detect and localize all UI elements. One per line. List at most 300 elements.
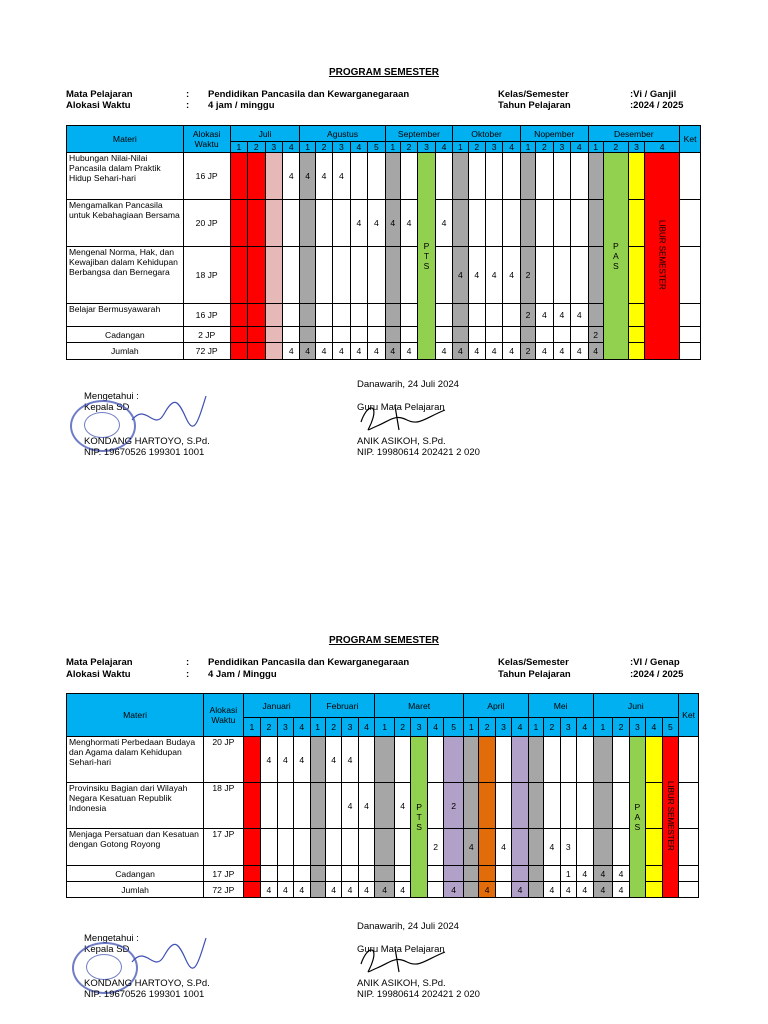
week-cell: 4 bbox=[342, 737, 358, 783]
mapel-label: Mata Pelajaran bbox=[66, 657, 133, 668]
month-header: Agustus bbox=[300, 126, 385, 142]
week-cell bbox=[427, 737, 443, 783]
week-cell: 4 bbox=[464, 829, 479, 866]
week-cell bbox=[435, 153, 453, 200]
week-cell bbox=[628, 153, 644, 200]
week-cell bbox=[427, 866, 443, 882]
week-cell: 4 bbox=[400, 343, 417, 360]
week-cell bbox=[385, 247, 400, 304]
week-cell bbox=[588, 247, 603, 304]
month-header: Nopember bbox=[520, 126, 588, 142]
week-cell bbox=[368, 247, 385, 304]
materi-cell: Menghormati Perbedaan Budaya dan Agama dalam Kehidupan Sehari-hari bbox=[67, 737, 204, 783]
week-cell bbox=[588, 200, 603, 247]
week-cell bbox=[261, 783, 277, 829]
week-cell bbox=[385, 153, 400, 200]
teacher-name: ANIK ASIKOH, S.Pd. bbox=[357, 978, 446, 989]
week-cell: 4 bbox=[261, 737, 277, 783]
mapel-label: Mata Pelajaran bbox=[66, 89, 133, 100]
week-cell: 4 bbox=[453, 247, 468, 304]
headmaster-signature bbox=[128, 392, 210, 440]
week-cell bbox=[230, 327, 247, 343]
week-cell bbox=[520, 327, 535, 343]
week-cell: 4 bbox=[315, 153, 332, 200]
week-cell: 4 bbox=[300, 343, 315, 360]
week-cell: 4 bbox=[485, 247, 502, 304]
week-cell bbox=[230, 200, 247, 247]
mapel-value: Pendidikan Pancasila dan Kewarganegaraan bbox=[208, 89, 410, 100]
week-cell bbox=[528, 829, 543, 866]
week-number: 2 bbox=[325, 718, 341, 737]
month-header: Mei bbox=[528, 694, 593, 718]
teacher-signature bbox=[355, 942, 451, 978]
week-number: 4 bbox=[435, 142, 453, 153]
week-cell bbox=[261, 866, 277, 882]
week-cell bbox=[453, 304, 468, 327]
week-cell bbox=[358, 866, 374, 882]
week-cell bbox=[315, 327, 332, 343]
week-cell bbox=[485, 327, 502, 343]
week-cell bbox=[282, 304, 299, 327]
teacher-nip: NIP. 19980614 202421 2 020 bbox=[357, 447, 480, 458]
week-number: 2 bbox=[544, 718, 560, 737]
week-cell: 4 bbox=[350, 343, 367, 360]
week-cell bbox=[577, 737, 594, 783]
week-cell bbox=[282, 327, 299, 343]
week-cell bbox=[277, 829, 293, 866]
materi-cell: Belajar Bermusyawarah bbox=[67, 304, 184, 327]
week-cell bbox=[375, 829, 395, 866]
week-cell: 4 bbox=[435, 343, 453, 360]
week-cell: 4 bbox=[400, 200, 417, 247]
week-cell bbox=[243, 829, 261, 866]
schedule-table-ganjil bbox=[66, 125, 701, 360]
week-cell bbox=[560, 783, 576, 829]
week-cell bbox=[243, 737, 261, 783]
headmaster-name: KONDANG HARTOYO, S.Pd. bbox=[84, 978, 210, 989]
header-ket: Ket bbox=[679, 694, 699, 737]
week-cell bbox=[613, 829, 629, 866]
week-number: 4 bbox=[358, 718, 374, 737]
ket-cell bbox=[679, 882, 699, 898]
cadangan-row bbox=[67, 866, 699, 882]
week-number: 4 bbox=[571, 142, 588, 153]
week-cell bbox=[512, 783, 528, 829]
week-number: 4 bbox=[427, 718, 443, 737]
week-cell bbox=[464, 882, 479, 898]
month-header: Desember bbox=[588, 126, 680, 142]
week-cell: 4 bbox=[325, 882, 341, 898]
week-cell: 4 bbox=[512, 882, 528, 898]
week-cell bbox=[435, 304, 453, 327]
week-number: 3 bbox=[342, 718, 358, 737]
headmaster-nip: NIP. 19670526 199301 1001 bbox=[84, 989, 205, 1000]
week-cell: 4 bbox=[435, 200, 453, 247]
week-cell bbox=[310, 783, 325, 829]
week-cell bbox=[342, 866, 358, 882]
week-number: 4 bbox=[512, 718, 528, 737]
week-cell bbox=[248, 200, 265, 247]
week-cell: 4 bbox=[342, 783, 358, 829]
materi-cell: Hubungan Nilai-Nilai Pancasila dalam Praktik Hidup Sehari-hari bbox=[67, 153, 184, 200]
libur-label: LIBUR SEMESTER bbox=[665, 781, 675, 851]
week-cell bbox=[468, 327, 485, 343]
week-number: 1 bbox=[375, 718, 395, 737]
header-alokasi: Alokasi Waktu bbox=[204, 694, 243, 737]
pas-label: P A S bbox=[634, 802, 641, 832]
week-cell bbox=[385, 327, 400, 343]
week-cell bbox=[468, 304, 485, 327]
week-cell bbox=[261, 829, 277, 866]
week-cell bbox=[495, 783, 511, 829]
month-header: Februari bbox=[310, 694, 375, 718]
week-cell bbox=[577, 783, 594, 829]
week-cell bbox=[571, 327, 588, 343]
cadangan-label: Cadangan bbox=[67, 327, 184, 343]
alokasi-value: 4 jam / minggu bbox=[208, 100, 275, 111]
week-number: 4 bbox=[646, 718, 662, 737]
week-cell bbox=[394, 866, 410, 882]
week-number: 1 bbox=[593, 718, 613, 737]
week-cell bbox=[358, 737, 374, 783]
mapel-value: Pendidikan Pancasila dan Kewarganegaraan bbox=[208, 657, 410, 668]
alokasi-cell: 16 JP bbox=[183, 153, 230, 200]
pts-label: P T S bbox=[423, 241, 430, 271]
week-cell bbox=[444, 737, 464, 783]
week-cell: 4 bbox=[560, 882, 576, 898]
week-cell bbox=[300, 200, 315, 247]
week-cell bbox=[265, 153, 282, 200]
week-cell: 4 bbox=[536, 343, 553, 360]
week-cell: 4 bbox=[294, 737, 310, 783]
week-cell bbox=[468, 200, 485, 247]
week-cell bbox=[553, 327, 570, 343]
week-cell bbox=[495, 737, 511, 783]
week-cell bbox=[243, 882, 261, 898]
ket-cell bbox=[680, 327, 701, 343]
week-cell bbox=[495, 866, 511, 882]
week-cell bbox=[453, 327, 468, 343]
week-cell bbox=[544, 866, 560, 882]
place-date: Danawarih, 24 Juli 2024 bbox=[357, 379, 459, 390]
week-cell bbox=[485, 200, 502, 247]
week-number: 3 bbox=[411, 718, 427, 737]
week-number: 3 bbox=[265, 142, 282, 153]
week-cell: 4 bbox=[503, 343, 520, 360]
headmaster-signature bbox=[128, 934, 210, 982]
week-cell bbox=[265, 327, 282, 343]
week-cell bbox=[464, 737, 479, 783]
week-cell: 4 bbox=[350, 200, 367, 247]
week-cell bbox=[315, 200, 332, 247]
week-cell bbox=[375, 737, 395, 783]
pas-column bbox=[603, 153, 628, 360]
week-cell bbox=[577, 829, 594, 866]
week-number: 1 bbox=[453, 142, 468, 153]
week-cell bbox=[495, 882, 511, 898]
week-number: 2 bbox=[603, 142, 628, 153]
week-cell bbox=[512, 829, 528, 866]
week-cell bbox=[300, 327, 315, 343]
week-cell: 2 bbox=[520, 247, 535, 304]
week-cell: 4 bbox=[333, 343, 350, 360]
place-date: Danawarih, 24 Juli 2024 bbox=[357, 921, 459, 932]
week-number: 2 bbox=[315, 142, 332, 153]
alokasi-label: Alokasi Waktu bbox=[66, 669, 131, 680]
week-cell bbox=[512, 866, 528, 882]
week-cell bbox=[333, 327, 350, 343]
table-row bbox=[67, 153, 701, 200]
jumlah-label: Jumlah bbox=[67, 882, 204, 898]
week-number: 2 bbox=[536, 142, 553, 153]
week-cell bbox=[571, 247, 588, 304]
week-cell bbox=[375, 866, 395, 882]
week-cell: 4 bbox=[468, 343, 485, 360]
week-cell: 4 bbox=[444, 882, 464, 898]
week-number: 1 bbox=[464, 718, 479, 737]
week-cell bbox=[230, 304, 247, 327]
week-cell bbox=[435, 247, 453, 304]
week-cell bbox=[444, 829, 464, 866]
teacher-name: ANIK ASIKOH, S.Pd. bbox=[357, 436, 446, 447]
ket-cell bbox=[680, 304, 701, 327]
week-cell bbox=[485, 153, 502, 200]
kepala-sd-label: Kepala SD bbox=[84, 944, 130, 955]
alokasi-cell: 2 JP bbox=[183, 327, 230, 343]
week-cell: 2 bbox=[588, 327, 603, 343]
week-cell bbox=[350, 304, 367, 327]
week-cell bbox=[400, 247, 417, 304]
week-cell bbox=[342, 829, 358, 866]
alokasi-cell: 72 JP bbox=[183, 343, 230, 360]
week-cell: 4 bbox=[358, 882, 374, 898]
month-header: Juni bbox=[593, 694, 679, 718]
week-cell bbox=[385, 304, 400, 327]
kelas-label: Kelas/Semester bbox=[498, 89, 569, 100]
week-cell bbox=[453, 200, 468, 247]
week-cell bbox=[435, 327, 453, 343]
libur-column bbox=[662, 737, 679, 898]
week-cell bbox=[628, 343, 644, 360]
headmaster-nip: NIP. 19670526 199301 1001 bbox=[84, 447, 205, 458]
week-cell: 4 bbox=[277, 737, 293, 783]
week-cell bbox=[248, 327, 265, 343]
month-header: Juli bbox=[230, 126, 300, 142]
week-cell bbox=[544, 737, 560, 783]
week-cell bbox=[350, 327, 367, 343]
week-cell bbox=[315, 247, 332, 304]
week-number: 3 bbox=[495, 718, 511, 737]
week-cell bbox=[588, 153, 603, 200]
week-cell bbox=[230, 343, 247, 360]
ket-cell bbox=[679, 737, 699, 783]
libur-label: LIBUR SEMESTER bbox=[657, 220, 667, 290]
tahun-label: Tahun Pelajaran bbox=[498, 100, 571, 111]
week-cell bbox=[646, 866, 662, 882]
mengetahui-label: Mengetahui : bbox=[84, 933, 139, 944]
week-cell bbox=[394, 829, 410, 866]
header-materi: Materi bbox=[67, 694, 204, 737]
week-cell bbox=[553, 247, 570, 304]
month-header: September bbox=[385, 126, 453, 142]
week-cell bbox=[512, 737, 528, 783]
week-cell: 4 bbox=[479, 882, 495, 898]
schedule-table-genap bbox=[66, 693, 699, 898]
week-cell bbox=[248, 343, 265, 360]
week-cell bbox=[464, 783, 479, 829]
jumlah-row bbox=[67, 882, 699, 898]
alokasi-cell: 18 JP bbox=[204, 783, 243, 829]
week-cell bbox=[265, 247, 282, 304]
week-cell bbox=[520, 153, 535, 200]
week-cell bbox=[485, 304, 502, 327]
kelas-value: :VI / Genap bbox=[630, 657, 680, 668]
week-cell: 4 bbox=[358, 783, 374, 829]
week-number: 3 bbox=[628, 142, 644, 153]
week-cell bbox=[350, 153, 367, 200]
teacher-role: Guru Mata Pelajaran bbox=[357, 944, 445, 955]
week-cell bbox=[400, 327, 417, 343]
week-cell: 4 bbox=[485, 343, 502, 360]
week-cell: 4 bbox=[553, 304, 570, 327]
libur-column bbox=[645, 153, 680, 360]
week-cell bbox=[464, 866, 479, 882]
week-cell bbox=[248, 247, 265, 304]
week-number: 2 bbox=[479, 718, 495, 737]
week-number: 4 bbox=[282, 142, 299, 153]
week-cell: 4 bbox=[536, 304, 553, 327]
pts-column bbox=[418, 153, 435, 360]
materi-cell: Menjaga Persatuan dan Kesatuan dengan Gotong Royong bbox=[67, 829, 204, 866]
week-number: 3 bbox=[553, 142, 570, 153]
week-cell bbox=[613, 737, 629, 783]
week-number: 3 bbox=[485, 142, 502, 153]
pts-label: P T S bbox=[416, 802, 422, 832]
week-cell bbox=[294, 829, 310, 866]
week-cell: 4 bbox=[261, 882, 277, 898]
week-cell: 4 bbox=[613, 866, 629, 882]
week-cell bbox=[325, 829, 341, 866]
week-cell bbox=[265, 343, 282, 360]
week-number: 1 bbox=[300, 142, 315, 153]
week-cell bbox=[628, 327, 644, 343]
week-cell bbox=[553, 200, 570, 247]
week-cell bbox=[350, 247, 367, 304]
week-cell bbox=[453, 153, 468, 200]
week-cell bbox=[282, 200, 299, 247]
week-cell bbox=[444, 866, 464, 882]
week-cell bbox=[310, 737, 325, 783]
header-ket: Ket bbox=[680, 126, 701, 153]
week-cell: 4 bbox=[315, 343, 332, 360]
week-cell bbox=[593, 783, 613, 829]
week-cell: 4 bbox=[577, 882, 594, 898]
alokasi-cell: 20 JP bbox=[204, 737, 243, 783]
week-cell bbox=[571, 153, 588, 200]
week-number: 1 bbox=[243, 718, 261, 737]
week-cell: 4 bbox=[342, 882, 358, 898]
week-cell: 2 bbox=[444, 783, 464, 829]
week-number: 2 bbox=[468, 142, 485, 153]
week-number: 3 bbox=[333, 142, 350, 153]
alokasi-cell: 17 JP bbox=[204, 829, 243, 866]
week-number: 3 bbox=[418, 142, 435, 153]
week-cell bbox=[628, 304, 644, 327]
teacher-role: Guru Mata Pelajaran bbox=[357, 402, 445, 413]
colon: : bbox=[186, 669, 190, 680]
alokasi-cell: 16 JP bbox=[183, 304, 230, 327]
week-cell bbox=[560, 737, 576, 783]
week-cell: 4 bbox=[277, 882, 293, 898]
table-row bbox=[67, 783, 699, 829]
month-header: Januari bbox=[243, 694, 310, 718]
month-header: April bbox=[464, 694, 529, 718]
colon: : bbox=[186, 657, 190, 668]
week-cell bbox=[315, 304, 332, 327]
pts-column bbox=[411, 737, 427, 898]
week-number: 5 bbox=[368, 142, 385, 153]
week-cell bbox=[503, 153, 520, 200]
week-cell bbox=[310, 882, 325, 898]
tahun-label: Tahun Pelajaran bbox=[498, 669, 571, 680]
week-cell bbox=[358, 829, 374, 866]
week-cell bbox=[310, 866, 325, 882]
week-cell: 4 bbox=[368, 200, 385, 247]
week-number: 3 bbox=[629, 718, 645, 737]
week-cell bbox=[265, 304, 282, 327]
header-alokasi: Alokasi Waktu bbox=[183, 126, 230, 153]
week-cell bbox=[646, 737, 662, 783]
week-number: 4 bbox=[350, 142, 367, 153]
week-cell bbox=[628, 200, 644, 247]
week-cell bbox=[248, 304, 265, 327]
week-cell: 4 bbox=[394, 783, 410, 829]
week-cell bbox=[325, 783, 341, 829]
week-cell: 4 bbox=[282, 153, 299, 200]
ket-cell bbox=[679, 783, 699, 829]
week-cell bbox=[300, 304, 315, 327]
week-cell: 4 bbox=[503, 247, 520, 304]
week-number: 2 bbox=[261, 718, 277, 737]
table-row bbox=[67, 737, 699, 783]
colon: : bbox=[186, 89, 190, 100]
week-cell bbox=[628, 247, 644, 304]
pas-label: P A S bbox=[612, 241, 619, 271]
week-number: 5 bbox=[444, 718, 464, 737]
materi-cell: Mengamalkan Pancasila untuk Kebahagiaan Bersama bbox=[67, 200, 184, 247]
week-cell bbox=[593, 737, 613, 783]
tahun-value: :2024 / 2025 bbox=[630, 669, 684, 680]
mengetahui-label: Mengetahui : bbox=[84, 391, 139, 402]
week-cell: 4 bbox=[495, 829, 511, 866]
week-cell bbox=[571, 200, 588, 247]
week-cell bbox=[479, 783, 495, 829]
week-cell: 4 bbox=[588, 343, 603, 360]
week-cell bbox=[427, 882, 443, 898]
week-cell bbox=[368, 327, 385, 343]
alokasi-cell: 72 JP bbox=[204, 882, 243, 898]
week-cell bbox=[277, 866, 293, 882]
week-cell bbox=[375, 783, 395, 829]
week-number: 1 bbox=[528, 718, 543, 737]
ket-cell bbox=[680, 247, 701, 304]
week-cell: 4 bbox=[593, 882, 613, 898]
week-cell bbox=[479, 829, 495, 866]
kepala-sd-label: Kepala SD bbox=[84, 402, 130, 413]
week-number: 2 bbox=[613, 718, 629, 737]
week-number: 1 bbox=[588, 142, 603, 153]
tahun-value: :2024 / 2025 bbox=[630, 100, 684, 111]
